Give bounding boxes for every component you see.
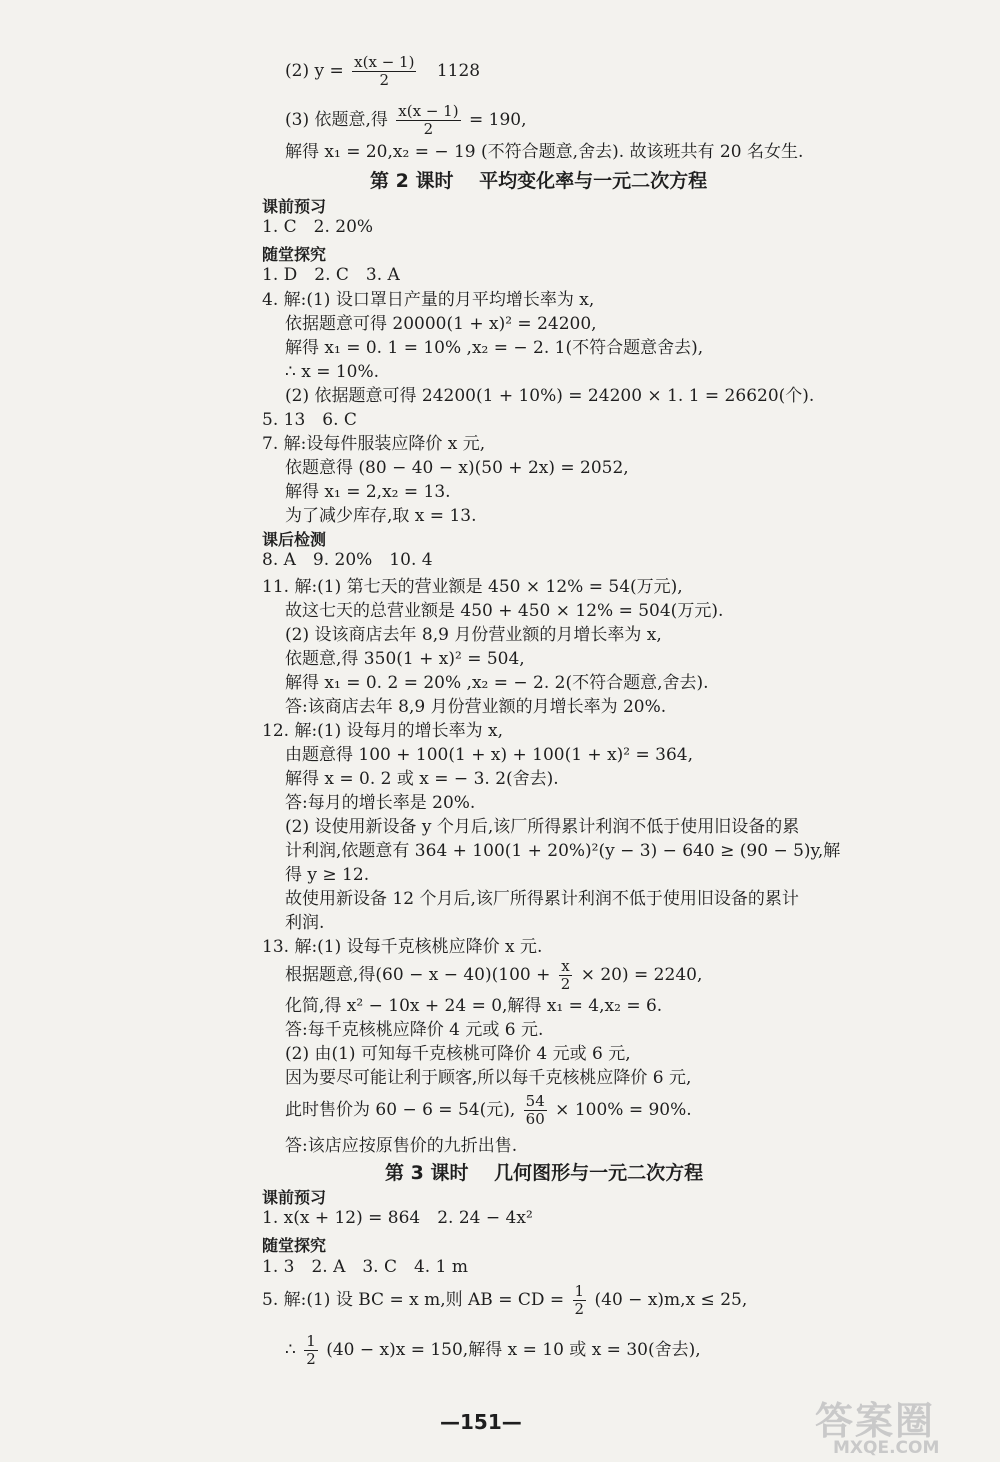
answer-line: 11. 解:(1) 第七天的营业额是 450 × 12% = 54(万元), [262, 577, 683, 597]
answer-line: 利润. [285, 913, 325, 933]
formula-text: × 20) = 2240, [580, 965, 703, 985]
formula-text: × 100% = 90%. [555, 1100, 692, 1120]
answer-line: 答:每千克核桃应降价 4 元或 6 元. [285, 1020, 544, 1040]
section-heading: 课后检测 [262, 530, 327, 549]
answer-line: 计利润,依题意有 364 + 100(1 + 20%)²(y − 3) − 640 ≥ (90 − 5)y,解 [285, 841, 841, 861]
watermark-logo [815, 1390, 990, 1460]
answer-line: (2) 设使用新设备 y 个月后,该厂所得累计利润不低于使用旧设备的累 [285, 817, 800, 837]
fraction: $\frac{54}{60}$ [525, 1092, 545, 1128]
answer-line: 解得 x₁ = 0. 2 = 20% ,x₂ = − 2. 2(不符合题意,舍去). [285, 673, 709, 693]
answer-line: 解得 x₁ = 2,x₂ = 13. [285, 482, 451, 502]
section-heading: 课前预习 [262, 1188, 327, 1207]
answer-line [262, 1283, 747, 1318]
section-heading: 随堂探究 [262, 245, 327, 264]
answer-line: 故这七天的总营业额是 450 + 450 × 12% = 504(万元). [285, 601, 724, 621]
answer-line: (2) 设该商店去年 8,9 月份营业额的月增长率为 x, [285, 625, 662, 645]
formula-text: 根据题意,得(60 − x − 40)(100 + [285, 965, 551, 985]
answer-line: 答:每月的增长率是 20%. [285, 793, 476, 813]
watermark-url: MXQE.COM [833, 1438, 940, 1458]
fraction: $\frac{x(x - 1)}{2}$ [354, 53, 415, 89]
answer-line: (2) 由(1) 可知每千克核桃可降价 4 元或 6 元, [285, 1044, 631, 1064]
fraction: $\frac{1}{2}$ [306, 1332, 316, 1368]
answer-line: 由题意得 100 + 100(1 + x) + 100(1 + x)² = 364, [285, 745, 694, 765]
answer-line: 1. D 2. C 3. A [262, 265, 400, 285]
formula-text: (40 − x)x = 150,解得 x = 10 或 x = 30(舍去), [326, 1340, 701, 1360]
answer-line: 依据题意可得 20000(1 + x)² = 24200, [285, 314, 597, 334]
answer-line: 依题意,得 350(1 + x)² = 504, [285, 649, 525, 669]
answer-line: 解得 x = 0. 2 或 x = − 3. 2(舍去). [285, 769, 559, 789]
answer-line: 故使用新设备 12 个月后,该厂所得累计利润不低于使用旧设备的累计 [285, 889, 799, 909]
answer-line [285, 54, 480, 89]
answer-line: 7. 解:设每件服装应降价 x 元, [262, 434, 486, 454]
formula-text: = 190, [468, 110, 527, 130]
answer-line: 8. A 9. 20% 10. 4 [262, 550, 433, 570]
formula-text: (3) 依题意,得 [285, 110, 388, 130]
answer-line: 13. 解:(1) 设每千克核桃应降价 x 元. [262, 937, 543, 957]
page-number: —151— [440, 1410, 522, 1434]
formula-text: (40 − x)m,x ≤ 25, [594, 1290, 748, 1310]
answer-line [285, 1093, 692, 1128]
answer-line: 1. C 2. 20% [262, 217, 374, 237]
section-heading: 课前预习 [262, 197, 327, 216]
section-heading: 随堂探究 [262, 1236, 327, 1255]
fraction: $\frac{1}{2}$ [574, 1282, 585, 1318]
lesson-title: 第 3 课时 几何图形与一元二次方程 [385, 1162, 704, 1184]
formula-text: 此时售价为 60 − 6 = 54(元), [285, 1100, 516, 1120]
answer-line [285, 958, 702, 993]
fraction: $\frac{x(x - 1)}{2}$ [398, 102, 459, 138]
answer-line: 为了减少库存,取 x = 13. [285, 506, 477, 526]
answer-line: 解得 x₁ = 20,x₂ = − 19 (不符合题意,舍去). 故该班共有 20 名女生. [285, 142, 804, 162]
lesson-title: 第 2 课时 平均变化率与一元二次方程 [370, 170, 708, 192]
formula-text: 1128 [436, 61, 481, 81]
answer-line: 1. x(x + 12) = 864 2. 24 − 4x² [262, 1208, 533, 1228]
answer-line: 得 y ≥ 12. [285, 865, 370, 885]
answer-line [285, 103, 526, 138]
formula-text: (2) y = [285, 61, 344, 81]
answer-line: ∴ x = 10%. [285, 362, 380, 382]
answer-line: 4. 解:(1) 设口罩日产量的月平均增长率为 x, [262, 290, 595, 310]
answer-line: 答:该商店去年 8,9 月份营业额的月增长率为 20%. [285, 697, 667, 717]
answer-line: 因为要尽可能让利于顾客,所以每千克核桃应降价 6 元, [285, 1068, 692, 1088]
watermark-text: 答案圈 [815, 1399, 936, 1443]
answer-line: 12. 解:(1) 设每月的增长率为 x, [262, 721, 504, 741]
answer-line: 5. 13 6. C [262, 410, 357, 430]
answer-line: 解得 x₁ = 0. 1 = 10% ,x₂ = − 2. 1(不符合题意舍去), [285, 338, 704, 358]
answer-line: 依题意得 (80 − 40 − x)(50 + 2x) = 2052, [285, 458, 629, 478]
formula-text: 5. 解:(1) 设 BC = x m,则 AB = CD = [262, 1290, 565, 1310]
formula-text: ∴ [285, 1340, 296, 1360]
answer-line: (2) 依据题意可得 24200(1 + 10%) = 24200 × 1. 1 = 26620(个). [285, 386, 815, 406]
answer-line [285, 1333, 701, 1368]
answer-line: 化简,得 x² − 10x + 24 = 0,解得 x₁ = 4,x₂ = 6. [285, 996, 663, 1016]
answer-line: 答:该店应按原售价的九折出售. [285, 1136, 518, 1156]
fraction: $\frac{x}{2}$ [560, 957, 571, 993]
answer-line: 1. 3 2. A 3. C 4. 1 m [262, 1257, 468, 1277]
